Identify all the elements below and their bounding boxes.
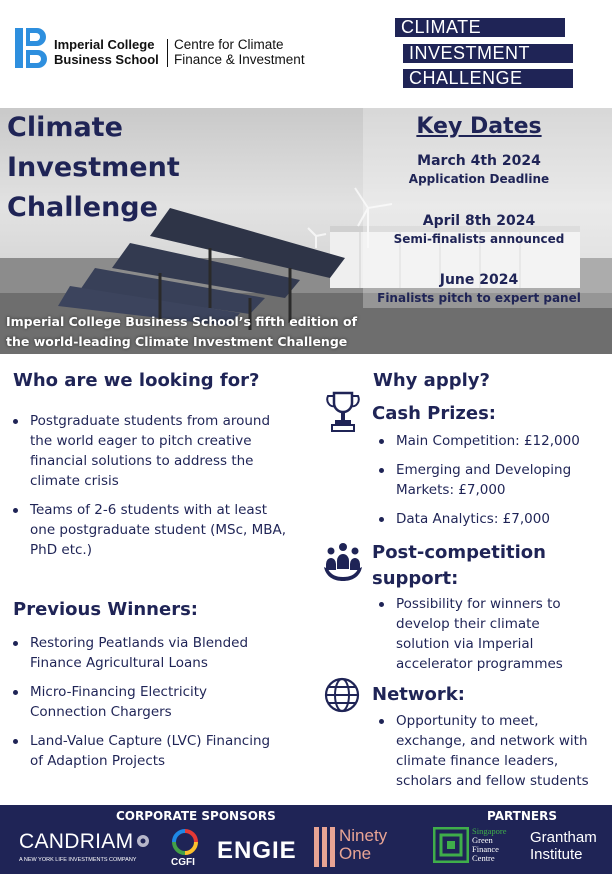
engie-logo: ENGIE [217,837,297,864]
key-date-3: June 2024 Finalists pitch to expert panel [377,272,581,305]
candriam-mark-icon [136,834,150,848]
post-competition-title: Post-competition support: [372,542,546,589]
key-date-2: April 8th 2024 Semi-finalists announced [393,213,565,246]
hero-caption: Imperial College Business School’s fifth edition of the world-leading Climate Investment Challenge [6,314,358,349]
trophy-icon [326,391,360,433]
list-item: Possibility for winners to develop their climate solution via Imperial accelerator programmes [396,594,596,674]
partners-title: PARTNERS [487,809,557,823]
key-dates-title: Key Dates [416,114,542,139]
community-hands-icon [322,541,364,583]
list-item: Emerging and Developing Markets: £7,000 [396,460,601,500]
centre-name: Centre for Climate Finance & Investment [174,37,305,67]
post-competition-list [396,594,596,683]
network-list [396,711,606,800]
hero-title: Climate Investment Challenge [7,112,180,223]
sgfc-logo: Singapore Green Finance Centre [472,826,507,863]
challenge-logo-line2: INVESTMENT [403,44,573,63]
ninety-one-logo: Ninety One [339,826,388,863]
sponsors-footer [0,805,612,874]
ninety-one-mark-icon [314,827,336,867]
challenge-logo-line1: CLIMATE [395,18,565,37]
looking-for-list [30,411,295,569]
list-item: Land-Value Capture (LVC) Financing of Adaption Projects [30,731,280,771]
list-item: Postgraduate students from around the world eager to pitch creative financial solutions to address the climate crisis [30,411,295,491]
header [0,0,612,108]
globe-icon [324,677,360,713]
list-item: Data Analytics: £7,000 [396,509,601,529]
previous-winners-title: Previous Winners: [13,599,198,620]
why-apply-title: Why apply? [373,370,490,391]
list-item: Opportunity to meet, exchange, and network with climate finance leaders, scholars and fellow students [396,711,606,791]
looking-for-title: Who are we looking for? [13,370,260,391]
sponsors-title: CORPORATE SPONSORS [116,809,276,823]
previous-winners-list [30,633,280,780]
hero-banner [0,108,612,354]
header-divider [167,39,168,67]
sgfc-mark-icon [433,827,469,863]
network-title: Network: [372,684,465,705]
list-item: Micro-Financing Electricity Connection Chargers [30,682,280,722]
list-item: Restoring Peatlands via Blended Finance Agricultural Loans [30,633,280,673]
cash-prizes-list [396,431,601,538]
grantham-logo: Grantham Institute [530,829,597,863]
school-name: Imperial College Business School [54,37,159,67]
cgfi-logo: CGFI [171,857,195,868]
list-item: Main Competition: £12,000 [396,431,601,451]
list-item: Teams of 2-6 students with at least one postgraduate student (MSc, MBA, PhD etc.) [30,500,295,560]
imperial-logo-icon [15,28,47,68]
cash-prizes-title: Cash Prizes: [372,403,496,424]
challenge-logo-line3: CHALLENGE [403,69,573,88]
cgfi-mark-icon [172,829,198,855]
key-date-1: March 4th 2024 Application Deadline [408,153,550,186]
candriam-logo: CANDRIAM A NEW YORK LIFE INVESTMENTS COMPANY [19,830,137,863]
